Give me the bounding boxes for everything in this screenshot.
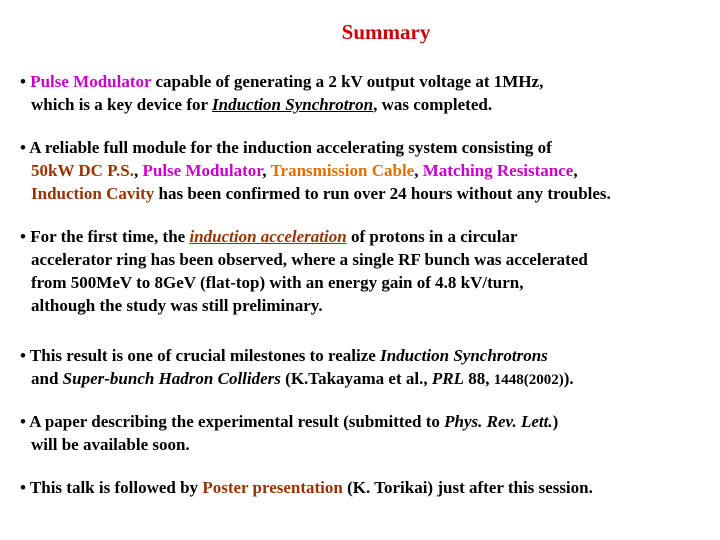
text: of protons in a circular	[346, 227, 518, 246]
bullet-marker: •	[20, 346, 30, 365]
bullet-reliable-module	[20, 136, 611, 205]
text: (K.Takayama et al.,	[280, 369, 432, 388]
bullet-marker: •	[20, 227, 31, 246]
term-pulse-modulator: Pulse Modulator	[30, 72, 152, 91]
bullet-pulse-modulator	[20, 70, 543, 116]
component-matching-resistance: Matching Resistance	[422, 161, 574, 180]
bullet-marker: •	[20, 72, 31, 91]
separator: ,	[133, 161, 143, 180]
text: , was completed.	[373, 95, 493, 114]
text: 88,	[463, 369, 494, 388]
bullet-poster	[20, 476, 593, 499]
text: This talk is followed by	[29, 478, 203, 497]
text: For the first time, the	[30, 227, 190, 246]
bullet-milestones	[20, 344, 574, 392]
journal-prl-full: Phys. Rev. Lett.	[444, 412, 553, 431]
bullet-first-time	[20, 225, 588, 317]
text: and	[31, 369, 63, 388]
term-induction-synchrotron: Induction Synchrotron	[212, 95, 374, 114]
component-transmission-cable: Transmission Cable	[270, 161, 415, 180]
text: has been confirmed to run over 24 hours without any troubles.	[154, 184, 611, 203]
text: A paper describing the experimental result (submitted to	[29, 412, 445, 431]
separator: ,	[573, 161, 578, 180]
text: from 500MeV to 8GeV (flat-top) with an energy gain of 4.8 kV/turn,	[31, 273, 524, 292]
text: A reliable full module for the induction accelerating system consisting of	[29, 138, 552, 157]
bullet-marker: •	[20, 412, 30, 431]
text: although the study was still preliminary.	[31, 296, 323, 315]
bullet-paper	[20, 410, 558, 456]
text: capable of generating a 2 kV output voltage at 1MHz,	[151, 72, 544, 91]
page-title: Summary	[341, 20, 431, 44]
text: (K. Torikai) just after this session.	[342, 478, 593, 497]
text: )	[552, 412, 559, 431]
text: which is a key device for	[31, 95, 213, 114]
bullet-marker: •	[20, 478, 30, 497]
separator: ,	[262, 161, 271, 180]
text: accelerator ring has been observed, where a single RF bunch was accelerated	[31, 250, 588, 269]
citation-pages: 1448(2002)	[493, 372, 564, 388]
text: This result is one of crucial milestones to realize	[29, 346, 381, 365]
component-induction-cavity: Induction Cavity	[31, 184, 155, 203]
component-pulse-modulator: Pulse Modulator	[142, 161, 263, 180]
separator: ,	[414, 161, 423, 180]
poster-presentation: Poster presentation	[202, 478, 343, 497]
text: will be available soon.	[31, 435, 190, 454]
bullet-marker: •	[20, 138, 30, 157]
journal-prl: PRL	[431, 369, 464, 388]
term-induction-acceleration: induction acceleration	[189, 227, 347, 246]
term-super-bunch-colliders: Super-bunch Hadron Colliders	[62, 369, 281, 388]
component-dc-ps: 50kW DC P.S.	[31, 161, 134, 180]
text: ).	[563, 369, 574, 388]
term-induction-synchrotrons: Induction Synchrotrons	[380, 346, 548, 365]
